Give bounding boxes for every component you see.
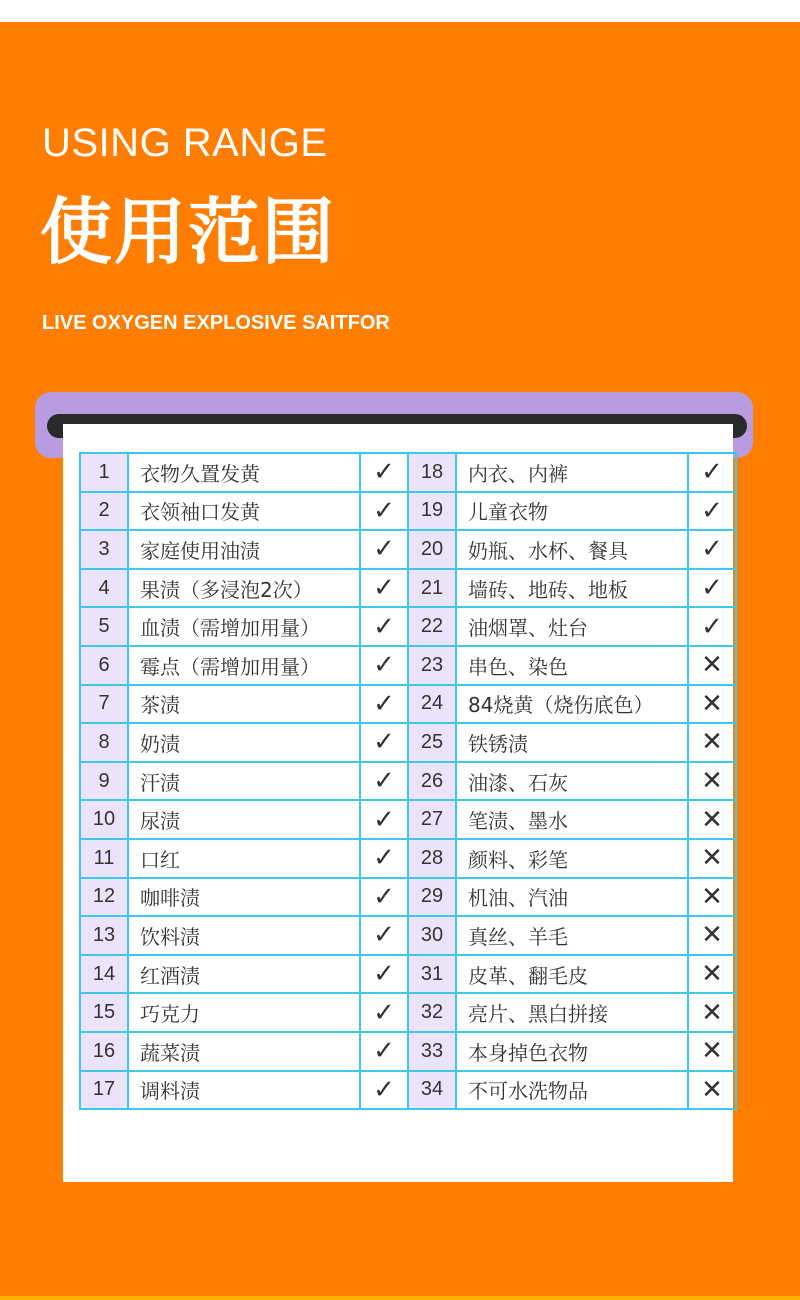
check-icon: ✓ — [360, 993, 408, 1032]
item-number: 4 — [80, 569, 128, 608]
check-icon: ✓ — [360, 453, 408, 492]
item-number: 8 — [80, 723, 128, 762]
item-number: 20 — [408, 530, 456, 569]
item-number: 5 — [80, 607, 128, 646]
item-number: 7 — [80, 685, 128, 724]
item-name: 调料渍 — [128, 1071, 360, 1110]
item-name: 汗渍 — [128, 762, 360, 801]
table-row — [80, 453, 736, 492]
item-name: 奶瓶、水杯、餐具 — [456, 530, 688, 569]
item-name: 奶渍 — [128, 723, 360, 762]
item-number: 19 — [408, 492, 456, 531]
check-icon: ✓ — [688, 492, 736, 531]
table-row — [80, 607, 736, 646]
item-number: 10 — [80, 800, 128, 839]
item-number: 14 — [80, 955, 128, 994]
check-icon: ✓ — [360, 955, 408, 994]
item-number: 1 — [80, 453, 128, 492]
table-row — [80, 1032, 736, 1071]
heading-english: USING RANGE — [42, 121, 328, 165]
item-name: 墙砖、地砖、地板 — [456, 569, 688, 608]
item-name: 尿渍 — [128, 800, 360, 839]
table-row — [80, 955, 736, 994]
item-number: 6 — [80, 646, 128, 685]
item-name: 衣领袖口发黄 — [128, 492, 360, 531]
item-number: 9 — [80, 762, 128, 801]
bottom-bar — [0, 1296, 800, 1300]
check-icon: ✓ — [360, 1032, 408, 1071]
item-name: 机油、汽油 — [456, 878, 688, 917]
table-row — [80, 762, 736, 801]
table-row — [80, 723, 736, 762]
table-row — [80, 685, 736, 724]
check-icon: ✓ — [360, 607, 408, 646]
item-name: 儿童衣物 — [456, 492, 688, 531]
table-row — [80, 1071, 736, 1110]
item-number: 22 — [408, 607, 456, 646]
item-number: 26 — [408, 762, 456, 801]
check-icon: ✓ — [360, 839, 408, 878]
item-name: 笔渍、墨水 — [456, 800, 688, 839]
item-name: 咖啡渍 — [128, 878, 360, 917]
usage-table-body — [80, 453, 736, 1109]
item-name: 蔬菜渍 — [128, 1032, 360, 1071]
table-row — [80, 878, 736, 917]
item-name: 家庭使用油渍 — [128, 530, 360, 569]
cross-icon: ✕ — [688, 685, 736, 724]
item-name: 84烧黄（烧伤底色） — [456, 685, 688, 724]
item-number: 24 — [408, 685, 456, 724]
table-row — [80, 646, 736, 685]
heading-chinese: 使用范围 — [40, 190, 337, 274]
table-row — [80, 839, 736, 878]
cross-icon: ✕ — [688, 955, 736, 994]
check-icon: ✓ — [360, 530, 408, 569]
item-number: 30 — [408, 916, 456, 955]
check-icon: ✓ — [688, 453, 736, 492]
check-icon: ✓ — [360, 878, 408, 917]
check-icon: ✓ — [360, 762, 408, 801]
check-icon: ✓ — [360, 492, 408, 531]
cross-icon: ✕ — [688, 1071, 736, 1110]
item-name: 霉点（需增加用量） — [128, 646, 360, 685]
item-number: 34 — [408, 1071, 456, 1110]
subtitle: LIVE OXYGEN EXPLOSIVE SAITFOR — [42, 312, 390, 334]
item-name: 血渍（需增加用量） — [128, 607, 360, 646]
cross-icon: ✕ — [688, 839, 736, 878]
item-number: 17 — [80, 1071, 128, 1110]
table-row — [80, 569, 736, 608]
cross-icon: ✕ — [688, 993, 736, 1032]
item-name: 果渍（多浸泡2次） — [128, 569, 360, 608]
item-number: 32 — [408, 993, 456, 1032]
item-name: 口红 — [128, 839, 360, 878]
cross-icon: ✕ — [688, 878, 736, 917]
item-number: 12 — [80, 878, 128, 917]
item-name: 不可水洗物品 — [456, 1071, 688, 1110]
item-number: 11 — [80, 839, 128, 878]
item-name: 铁锈渍 — [456, 723, 688, 762]
table-row — [80, 492, 736, 531]
table-row — [80, 800, 736, 839]
table-row — [80, 916, 736, 955]
check-icon: ✓ — [360, 723, 408, 762]
item-number: 16 — [80, 1032, 128, 1071]
item-name: 本身掉色衣物 — [456, 1032, 688, 1071]
check-icon: ✓ — [688, 607, 736, 646]
usage-table — [79, 452, 737, 1110]
item-name: 红酒渍 — [128, 955, 360, 994]
item-number: 15 — [80, 993, 128, 1032]
check-icon: ✓ — [688, 569, 736, 608]
item-number: 25 — [408, 723, 456, 762]
item-number: 21 — [408, 569, 456, 608]
item-name: 饮料渍 — [128, 916, 360, 955]
check-icon: ✓ — [360, 916, 408, 955]
check-icon: ✓ — [360, 569, 408, 608]
item-name: 油漆、石灰 — [456, 762, 688, 801]
item-number: 13 — [80, 916, 128, 955]
item-number: 23 — [408, 646, 456, 685]
item-number: 3 — [80, 530, 128, 569]
cross-icon: ✕ — [688, 646, 736, 685]
item-number: 18 — [408, 453, 456, 492]
cross-icon: ✕ — [688, 723, 736, 762]
item-name: 真丝、羊毛 — [456, 916, 688, 955]
check-icon: ✓ — [360, 685, 408, 724]
cross-icon: ✕ — [688, 762, 736, 801]
item-name: 衣物久置发黄 — [128, 453, 360, 492]
item-name: 皮革、翻毛皮 — [456, 955, 688, 994]
item-number: 31 — [408, 955, 456, 994]
item-name: 颜料、彩笔 — [456, 839, 688, 878]
check-icon: ✓ — [688, 530, 736, 569]
table-row — [80, 993, 736, 1032]
item-number: 2 — [80, 492, 128, 531]
item-number: 27 — [408, 800, 456, 839]
item-name: 巧克力 — [128, 993, 360, 1032]
cross-icon: ✕ — [688, 1032, 736, 1071]
item-name: 串色、染色 — [456, 646, 688, 685]
item-name: 茶渍 — [128, 685, 360, 724]
cross-icon: ✕ — [688, 916, 736, 955]
check-icon: ✓ — [360, 1071, 408, 1110]
item-name: 亮片、黑白拼接 — [456, 993, 688, 1032]
check-icon: ✓ — [360, 800, 408, 839]
item-number: 28 — [408, 839, 456, 878]
item-number: 33 — [408, 1032, 456, 1071]
item-number: 29 — [408, 878, 456, 917]
check-icon: ✓ — [360, 646, 408, 685]
item-name: 内衣、内裤 — [456, 453, 688, 492]
cross-icon: ✕ — [688, 800, 736, 839]
item-name: 油烟罩、灶台 — [456, 607, 688, 646]
table-row — [80, 530, 736, 569]
